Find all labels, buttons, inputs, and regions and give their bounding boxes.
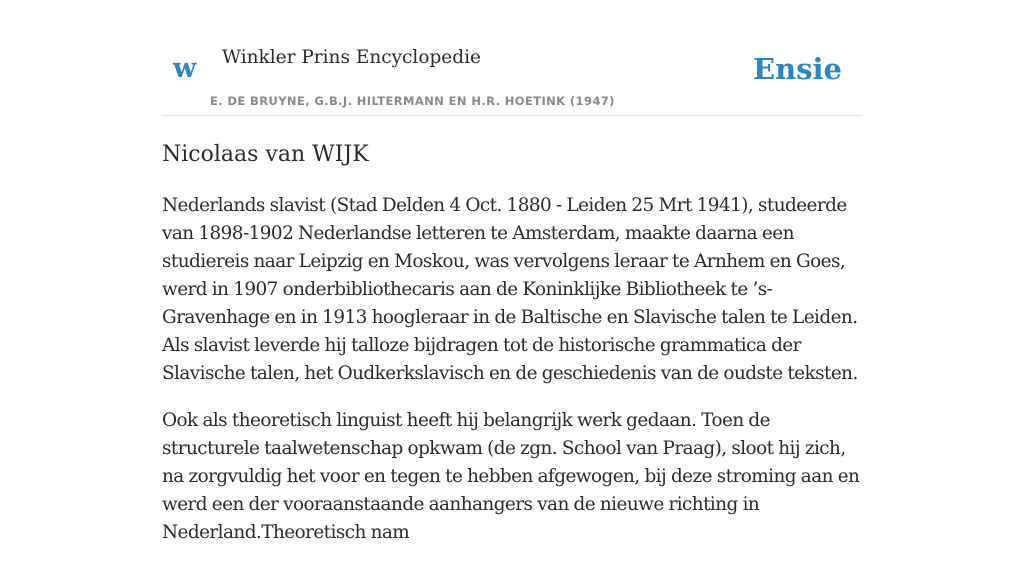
article-paragraph: Ook als theoretisch linguist heeft hij belangrijk werk gedaan. Toen de structurele taalwetenschap opkwam (de zgn. School van Praag), sloot hij zich, na zorgvuldig het voor en tegen te hebben afgewogen, bij deze stroming aan en werd een der vooraanstaande aanhangers van de nieuwe richting in Nederland.Theoretisch nam [162, 410, 860, 543]
site-header [162, 40, 862, 116]
article-paragraph: Nederlands slavist (Stad Delden 4 Oct. 1880 - Leiden 25 Mrt 1941), studeerde van 1898-1902 Nederlandse letteren te Amsterdam, maakte daarna een studiereis naar Leipzig en Moskou, was vervolgens leraar te Arnhem en Goes, werd in 1907 onderbibliothecaris aan de Koninklijke Bibliotheek te ’s-Gravenhage en in 1913 hoogleraar in de Baltische en Slavische talen te Leiden. Als slavist leverde hij talloze bijdragen tot de historische grammatica der Slavische talen, het Oudkerkslavisch en de geschiedenis van de oudste teksten. [162, 195, 858, 384]
publication-authors: E. DE BRUYNE, G.B.J. HILTERMANN EN H.R. HOETINK (1947) [210, 94, 615, 108]
brand-logo-link[interactable]: Ensie [753, 52, 842, 86]
logo-w-link[interactable]: w [173, 53, 197, 84]
publication-title: Winkler Prins Encyclopedie [222, 47, 481, 68]
article-body [162, 192, 862, 566]
article-title: Nicolaas van WIJK [162, 142, 369, 167]
